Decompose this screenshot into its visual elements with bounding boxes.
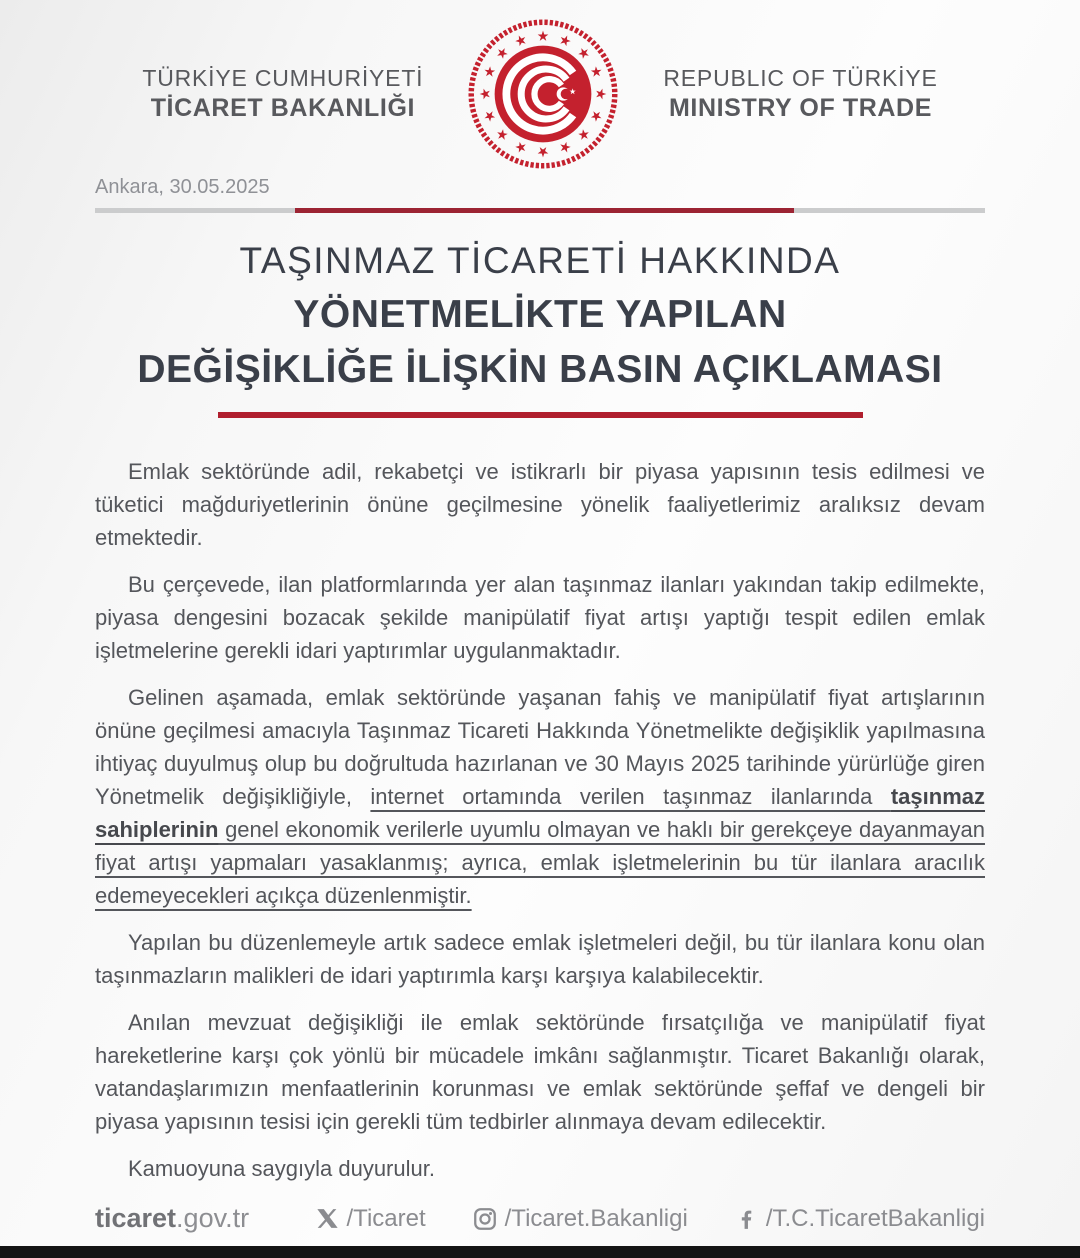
paragraph-3-bold-underlined: taşınmaz sahiplerinin xyxy=(95,784,986,842)
social-x-handle: /Ticaret xyxy=(346,1204,426,1232)
paragraph-3-underlined-2: genel ekonomik verilerle uyumlu olmayan ve haklı bir gerekçeye dayanmayan fiyat artışı yapmaları yasaklanmış; ayrıca, emlak işletmelerinin bu tür ilanlara aracılık edemeyecekleri açıkça düzenlenmiştir. xyxy=(95,817,985,908)
paragraph-3 xyxy=(95,681,985,912)
social-instagram-handle: /Ticaret.Bakanligi xyxy=(504,1204,688,1232)
page-title xyxy=(0,235,1080,418)
paragraph-3-normal: Gelinen aşamada, emlak sektöründe yaşanan fahiş ve manipülatif fiyat artışlarının önüne geçilmesi amacıyla Taşınmaz Ticareti Hakkında Yönetmelikte değişiklik yapılmasına ihtiyaç duyulmuş olup bu doğrultuda hazırlanan ve 30 Mayıs 2025 tarihinde yürürlüğe giren Yönetmelik değişikliğiyle, xyxy=(95,685,985,809)
bottom-black-bar xyxy=(0,1246,1080,1258)
org-name-turkish xyxy=(142,65,423,123)
header xyxy=(0,0,1080,172)
press-release-body xyxy=(95,455,985,1185)
website-url-bold: ticaret xyxy=(95,1203,177,1233)
website-url-rest: .gov.tr xyxy=(176,1203,250,1233)
footer xyxy=(0,1203,1080,1234)
paragraph-2: Bu çerçevede, ilan platformlarında yer alan taşınmaz ilanları yakından takip edilmekte, piyasa dengesini bozacak şekilde manipülatif fiyat artışı yaptığı tespit edilen emlak işletmelerine gerekli idari yaptırımlar uygulanmaktadır. xyxy=(95,572,985,663)
header-divider-red-segment xyxy=(295,208,793,213)
org-en-line2: MINISTRY OF TRADE xyxy=(669,93,932,122)
x-icon xyxy=(315,1206,340,1231)
org-tr-line1: TÜRKİYE CUMHURİYETİ xyxy=(142,65,424,92)
paragraph-3-underlined-1: internet ortamında verilen taşınmaz ilanlarında xyxy=(370,784,891,809)
social-links xyxy=(315,1205,986,1233)
org-tr-line2: TİCARET BAKANLIĞI xyxy=(150,93,416,122)
instagram-icon xyxy=(472,1206,498,1232)
header-divider xyxy=(95,208,985,213)
org-en-line1: REPUBLIC OF TÜRKİYE xyxy=(663,65,938,92)
dateline: Ankara, 30.05.2025 xyxy=(95,176,270,198)
title-line2: YÖNETMELİKTE YAPILAN xyxy=(293,293,787,336)
facebook-icon xyxy=(734,1206,759,1231)
paragraph-closing: Kamuoyuna saygıyla duyurulur. xyxy=(128,1156,435,1181)
title-line3: DEĞİŞİKLİĞE İLİŞKİN BASIN AÇIKLAMASI xyxy=(137,348,943,391)
ministry-of-trade-emblem-icon xyxy=(465,16,621,172)
title-underline-bar xyxy=(218,412,863,418)
social-facebook-link[interactable] xyxy=(734,1205,985,1233)
title-line1: TAŞINMAZ TİCARETİ HAKKINDA xyxy=(239,240,841,281)
paragraph-5: Anılan mevzuat değişikliği ile emlak sektöründe fırsatçılığa ve manipülatif fiyat hareketlerine karşı çok yönlü bir mücadele imkânı sağlanmıştır. Ticaret Bakanlığı olarak, vatandaşlarımızın menfaatlerinin korunması ve emlak sektöründe şeffaf ve dengeli bir piyasa yapısının tesisi için gerekli tüm tedbirler alınmaya devam edilecektir. xyxy=(95,1010,985,1134)
paragraph-1: Emlak sektöründe adil, rekabetçi ve istikrarlı bir piyasa yapısının tesis edilmesi ve tüketici mağduriyetlerinin önüne geçilmesine yönelik faaliyetlerimiz aralıksız devam etmektedir. xyxy=(95,459,985,550)
org-name-english xyxy=(663,65,937,123)
social-x-link[interactable] xyxy=(315,1205,426,1233)
social-instagram-link[interactable] xyxy=(472,1205,688,1233)
website-url xyxy=(95,1203,249,1234)
social-facebook-handle: /T.C.TicaretBakanligi xyxy=(765,1204,985,1232)
paragraph-4: Yapılan bu düzenlemeyle artık sadece emlak işletmeleri değil, bu tür ilanlara konu olan taşınmazların malikleri de idari yaptırımla karşı karşıya kalabilecektir. xyxy=(95,930,985,988)
